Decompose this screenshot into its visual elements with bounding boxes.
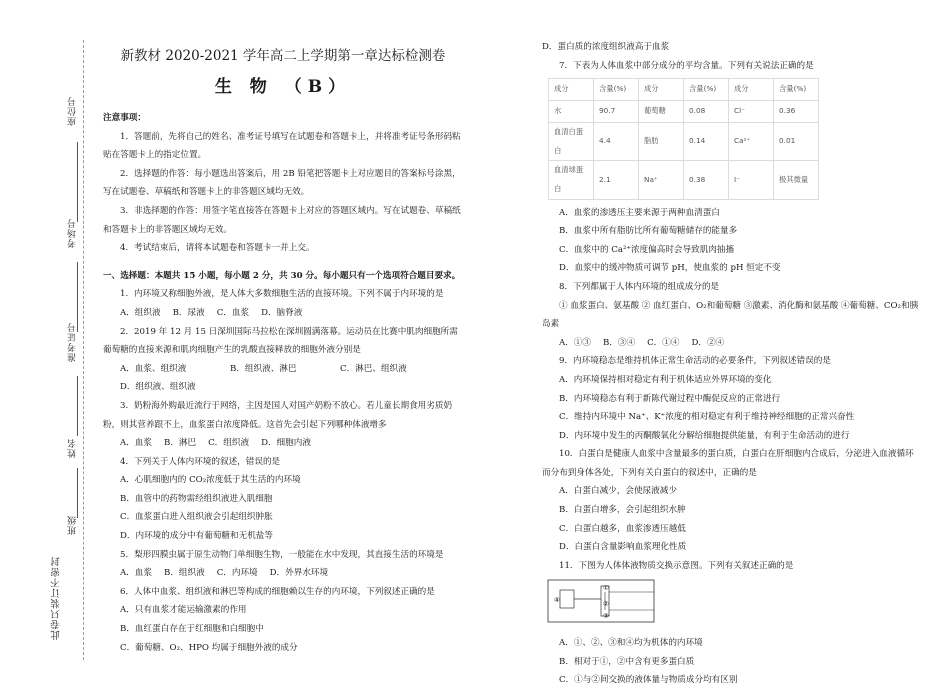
answer-option: B．相对于①，②中含有更多蛋白质 [559, 656, 695, 667]
ticket-label: 准考证号 [68, 322, 78, 362]
question-stem: 3．奶粉海外购最近流行于网络，主因是国人对国产奶粉不放心。若儿童长期食用劣质奶粉，则其营养跟不上，血浆蛋白浓度降低。这首先会引起下列哪种体液增多 [103, 400, 453, 430]
question-statements: ① 血浆蛋白、氨基酸 ② 血红蛋白、O₂和葡萄糖 ③激素、消化酶和氨基酸 ④葡萄糖、CO₂和胰岛素 [542, 300, 919, 330]
answer-option: C．维持内环境中 Na⁺、K⁺浓度的相对稳定有利于维持神经细胞的正常兴奋性 [559, 412, 855, 423]
plasma-composition-table [548, 78, 819, 199]
right-questions [542, 204, 922, 690]
notice-item: 4．考试结束后，请将本试题卷和答题卡一并上交。 [120, 243, 315, 254]
answer-option: D．外界水环境 [269, 568, 329, 579]
fluid-exchange-diagram [546, 578, 656, 624]
answer-option: D．细胞内液 [261, 438, 311, 449]
question-stem: 6．人体中血浆、组织液和淋巴等构成的细胞赖以生存的内环境，下列叙述正确的是 [120, 586, 435, 597]
right-column [542, 38, 922, 690]
answer-option: D．②④ [691, 337, 725, 348]
left-column [103, 0, 463, 657]
answer-options [103, 304, 463, 323]
name-label: 姓名 [68, 438, 78, 458]
answer-option: D．内环境的成分中有葡萄糖和无机盐等 [120, 531, 273, 542]
question-stem: 1．内环境又称细胞外液，是人体大多数细胞生活的直接环境。下列不属于内环境的是 [120, 289, 444, 300]
answer-option: A．血浆、组织液 [120, 363, 187, 374]
answer-option: C．血浆 [216, 307, 250, 318]
answer-option: C．淋巴、组织液 [340, 363, 407, 374]
answer-option: A．血浆的渗透压主要来源于两种血清蛋白 [559, 207, 720, 218]
question-stem: 10．白蛋白是健康人血浆中含量最多的蛋白质，白蛋白在肝细胞内合成后，分泌进入血液循环而分布到身体各处，下列有关白蛋白的叙述中，正确的是 [542, 449, 914, 478]
table-cell: 成分 [639, 79, 684, 101]
answer-option: C．组织液 [208, 438, 250, 449]
seal-notice: 此卷只装订不密封 [51, 556, 62, 640]
answer-option: B．尿液 [172, 307, 205, 318]
answer-option: B．组织液、淋巴 [230, 363, 297, 374]
table-cell: 0.36 [774, 101, 819, 123]
answer-option: B．血浆中所有脂肪比所有葡萄糖储存的能量多 [559, 226, 738, 237]
table-row [549, 101, 819, 123]
question-stem: 2．2019 年 12 月 15 日深圳国际马拉松在深圳圆满落幕。运动员在比赛中肌肉细胞所需葡萄糖的直接来源和肌肉细胞产生的乳酸直接释放的细胞外液分别是 [103, 326, 458, 356]
answer-option: A．心肌细胞内的 CO₂浓度低于其生活的内环境 [120, 475, 301, 486]
table-cell: 0.01 [774, 123, 819, 161]
table-cell: 2.1 [594, 161, 639, 199]
question-stem: 11．下图为人体体液物质交换示意图。下列有关叙述正确的是 [559, 560, 794, 571]
seat-label: 座位号 [68, 96, 78, 126]
table-cell: 含量(%) [684, 79, 729, 101]
table-row [549, 123, 819, 161]
exam-title: 新教材 2020-2021 学年高二上学期第一章达标检测卷 [120, 48, 446, 64]
answer-option: C．血浆中的 Ca²⁺浓度偏高时会导致肌肉抽搐 [559, 244, 735, 255]
diagram-label-1: ① [603, 584, 609, 593]
table-cell: 含量(%) [774, 79, 819, 101]
question-stem: 5．梨形四膜虫属于原生动物门单细胞生物，一般能在水中发现，其直接生活的环境是 [120, 549, 444, 560]
binding-margin [0, 0, 100, 672]
answer-option: B．血红蛋白存在于红细胞和白细胞中 [120, 624, 264, 635]
table-cell: Cl⁻ [729, 101, 774, 123]
answer-option: D．血浆中的缓冲物质可调节 pH，使血浆的 pH 恒定不变 [559, 263, 781, 274]
answer-option: A．白蛋白减少，会使尿液减少 [559, 486, 677, 497]
exam-room-label: 考场号 [68, 218, 78, 248]
table-cell: 葡萄糖 [639, 101, 684, 123]
class-label: 班级 [68, 515, 78, 535]
seat-line [77, 142, 78, 222]
answer-option: A．①③ [559, 337, 591, 348]
table-cell: 0.08 [684, 101, 729, 123]
answer-option: C．白蛋白越多，血浆渗透压越低 [559, 523, 686, 534]
name-line [77, 468, 78, 518]
question-stem: 4．下列关于人体内环境的叙述，错误的是 [120, 456, 281, 467]
table-cell: 4.4 [594, 123, 639, 161]
answer-option: B．组织液 [164, 568, 205, 579]
answer-options [542, 334, 922, 353]
answer-option: B．白蛋白增多，会引起组织水肿 [559, 505, 686, 516]
table-row [549, 161, 819, 199]
answer-option: B．淋巴 [164, 438, 197, 449]
answer-option: B．③④ [603, 337, 636, 348]
q7-stem: 7．下表为人体血浆中部分成分的平均含量。下列有关说法正确的是 [559, 60, 814, 71]
notice-item: 2．选择题的作答：每小题选出答案后，用 2B 铅笔把答题卡上对应题目的答案标号涂黑，写在试题卷、草稿纸和答题卡上的非答题区域均无效。 [103, 168, 461, 198]
table-cell: 成分 [549, 79, 594, 101]
table-cell: 极其微量 [774, 161, 819, 199]
table-cell: 水 [549, 101, 594, 123]
answer-option: C．①④ [647, 337, 680, 348]
answer-option: A．只有血浆才能运输激素的作用 [120, 605, 247, 616]
notice-item: 1．答题前，先将自己的姓名、准考证号填写在试题卷和答题卡上，并将准考证号条形码粘贴在答题卡上的指定位置。 [103, 131, 461, 161]
question-stem: 8．下列都属于人体内环境的组成成分的是 [559, 281, 720, 292]
answer-options [103, 564, 463, 583]
answer-option: A．①、②、③和④均为机体的内环境 [559, 638, 703, 649]
answer-option: D．内环境中发生的丙酮酸氧化分解给细胞提供能量，有利于生命活动的进行 [559, 430, 850, 441]
left-questions [103, 285, 463, 657]
table-cell: I⁻ [729, 161, 774, 199]
table-cell: 0.14 [684, 123, 729, 161]
notice-item: 3．非选择题的作答：用签字笔直接答在答题卡上对应的答题区域内。写在试题卷、草稿纸和答题卡上的非答题区域均无效。 [103, 205, 461, 235]
ticket-line [77, 376, 78, 436]
answer-option: A．内环境保持相对稳定有利于机体适应外界环境的变化 [559, 374, 772, 385]
answer-option: D．白蛋白含量影响血浆理化性质 [559, 542, 687, 553]
subject-title: 生 物 （B） [214, 77, 352, 97]
table-cell: 成分 [729, 79, 774, 101]
answer-options [103, 360, 463, 397]
binding-dashed-line [83, 40, 84, 660]
answer-option: C．血浆蛋白进入组织液会引起组织肿胀 [120, 512, 273, 523]
q6-option-d: D．蛋白质的浓度组织液高于血浆 [542, 42, 670, 52]
diagram-label-4: ④ [554, 596, 560, 605]
answer-option: A．血浆 [120, 438, 152, 449]
answer-option: D．组织液、组织液 [120, 382, 196, 393]
table-header-row [549, 79, 819, 101]
question-stem: 9．内环境稳态是维持机体正常生命活动的必要条件，下列叙述错误的是 [559, 356, 831, 367]
answer-option: C．①与②间交换的液体量与物质成分均有区别 [559, 675, 738, 686]
table-cell: 含量(%) [594, 79, 639, 101]
diagram-label-2: ② [603, 600, 609, 609]
section-heading: 一、选择题：本题共 15 小题，每小题 2 分，共 30 分。每小题只有一个选项符合题目要求。 [103, 270, 461, 281]
table-cell: 90.7 [594, 101, 639, 123]
table-cell: Na⁺ [639, 161, 684, 199]
answer-option: B．内环境稳态有利于新陈代谢过程中酶促反应的正常进行 [559, 393, 781, 404]
table-cell: 血清白蛋白 [549, 123, 594, 161]
table-cell: 0.38 [684, 161, 729, 199]
notice-heading: 注意事项： [103, 113, 146, 123]
answer-options [103, 434, 463, 453]
answer-option: D．脑脊液 [261, 307, 303, 318]
answer-options [542, 482, 922, 556]
answer-option: A．血浆 [120, 568, 152, 579]
answer-option: C．葡萄糖、O₂、HPO 均属于细胞外液的成分 [120, 642, 298, 653]
diagram-label-3: ③ [603, 612, 609, 621]
table-cell: 脂肪 [639, 123, 684, 161]
table-cell: 血清球蛋白 [549, 161, 594, 199]
answer-option: B．血管中的药物需经组织液进入肌细胞 [120, 493, 273, 504]
table-cell: Ca²⁺ [729, 123, 774, 161]
answer-option: C．内环境 [216, 568, 258, 579]
answer-option: A．组织液 [120, 307, 161, 318]
